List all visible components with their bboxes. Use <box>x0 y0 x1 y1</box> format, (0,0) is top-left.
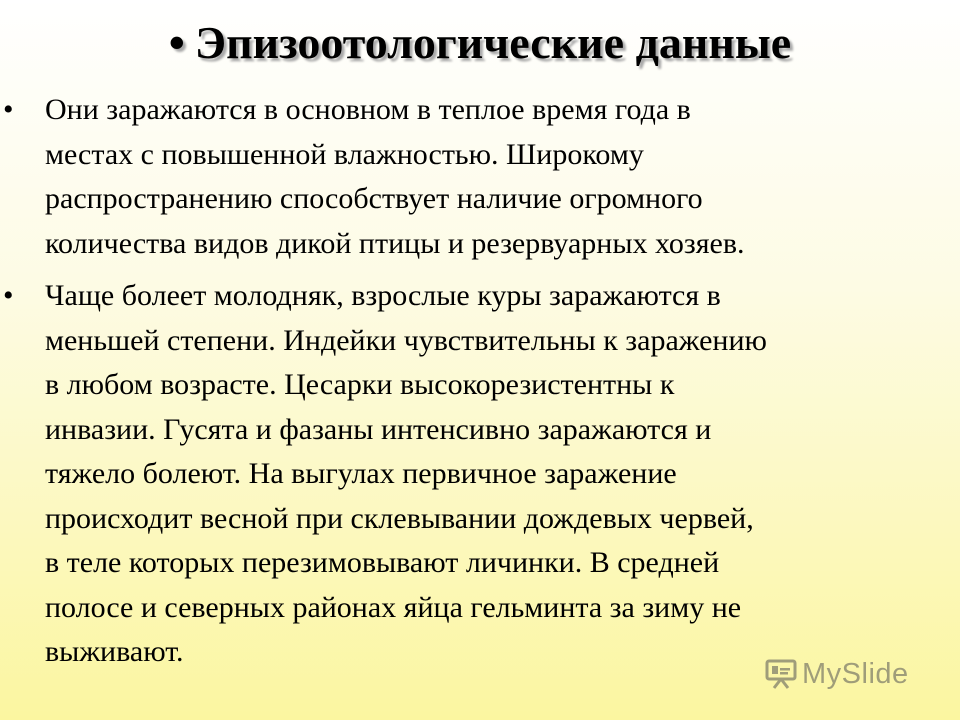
slide-content <box>0 88 960 683</box>
bullet-1-line-3: распространению способствует наличие огромного <box>45 182 703 215</box>
watermark <box>764 654 909 694</box>
bullet-2-line-7: в теле которых перезимовывают личинки. В средней <box>45 546 720 579</box>
bullet-2-line-5: тяжело болеют. На выгулах первичное заражение <box>45 457 677 490</box>
bullet-dot: • <box>3 279 14 312</box>
watermark-text: MySlide <box>802 657 909 690</box>
presentation-board-icon <box>764 657 798 691</box>
bullet-item-2 <box>0 274 960 675</box>
bullet-dot: • <box>3 93 14 126</box>
bullet-2-line-4: инвазии. Гусята и фазаны интенсивно заражаются и <box>45 412 712 446</box>
bullet-1-line-2: местах с повышенной влажностью. Широкому <box>45 137 644 171</box>
slide-title <box>169 8 791 78</box>
bullet-2-line-2: меньшей степени. Индейки чувствительны к заражению <box>45 323 767 357</box>
bullet-2-line-1: Чаще болеет молодняк, взрослые куры заражаются в <box>45 279 721 312</box>
bullet-item-1 <box>0 88 960 266</box>
bullet-2-line-3: в любом возрасте. Цесарки высокорезистентны к <box>45 368 675 401</box>
bullet-2-line-9: выживают. <box>45 635 184 668</box>
bullet-2-line-6: происходит весной при склевывании дождевых червей, <box>45 501 754 535</box>
bullet-2-line-8: полосе и северных районах яйца гельминта за зиму не <box>45 590 742 624</box>
title-text: Эпизоотологические данные <box>194 17 792 68</box>
bullet-1-line-1: Они заражаются в основном в теплое время года в <box>45 93 691 126</box>
title-bullet: • <box>168 17 185 68</box>
title-area <box>0 8 960 78</box>
bullet-1-line-4: количества видов дикой птицы и резервуарных хозяев. <box>45 226 745 260</box>
